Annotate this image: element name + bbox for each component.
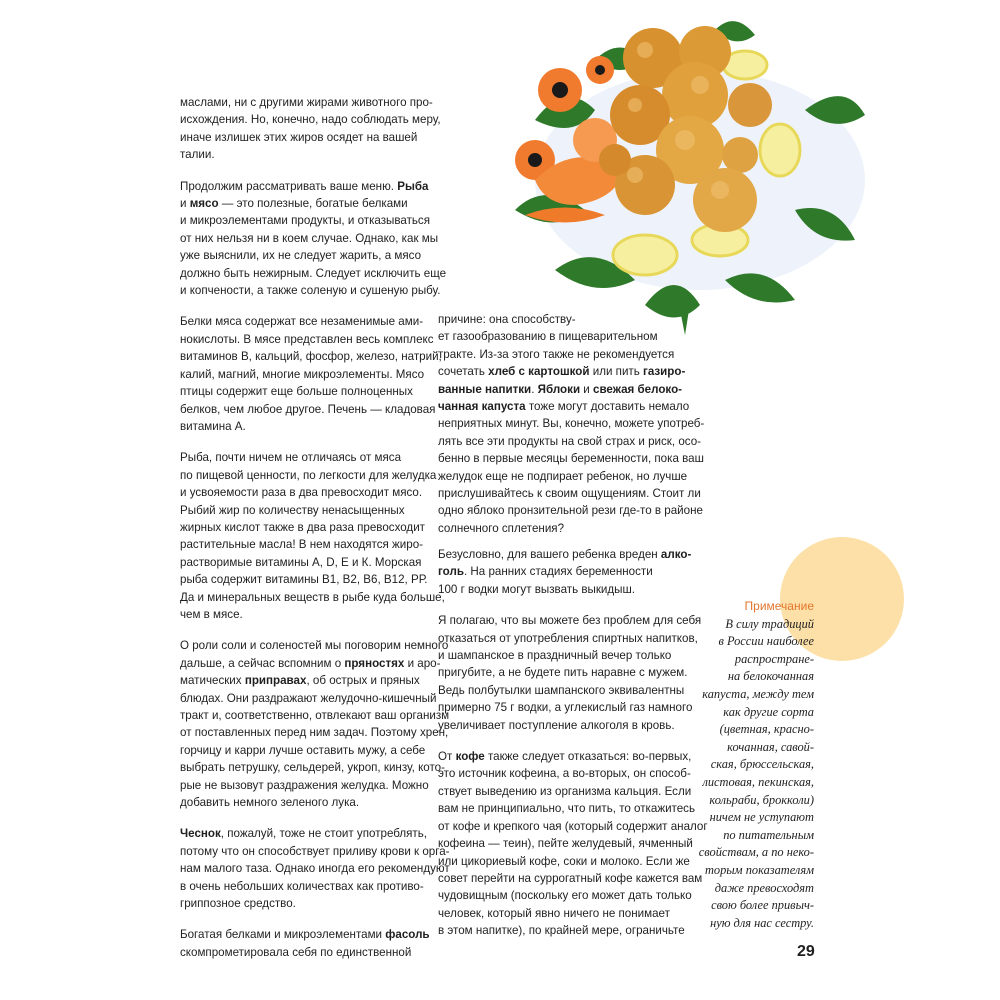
- sidebar-note: [690, 598, 814, 932]
- text-column-middle-bottom: [438, 546, 708, 954]
- paragraph: Чеснок, пожалуй, тоже не стоит употреблять, потому что он способствует приливу крови к орга- нам малого таза. Однако иногда его рекомендуют в очень небольших количествах как противо- гриппозное средство.: [180, 827, 450, 911]
- text-column-left: [180, 94, 450, 975]
- page-number: 29: [797, 943, 815, 960]
- paragraph: Рыба, почти ничем не отличаясь от мяса по пищевой ценности, по легкости для желудка и усвояемости раза в два превосходит мясо. Рыбий жир по количеству ненасыщенных жирных кислот также в два раза превосходит растительные масла! В нем находятся жиро- растворимые витамины А, D, E и К. Морская рыба содержит витамины В1, В2, В6, В12, РР. Да и минеральных веществ в рыбе куда больше, чем в мясе.: [180, 451, 445, 621]
- paragraph: причине: она способству- ет газообразованию в пищеварительном тракте. Из-за этого также не рекомендуется сочетать хлеб с картошкой или пить газиро- ванные напитки. Яблоки и свежая белоко- чанная капуста тоже могут доставить немало неприятных минут. Вы, конечно, можете употреб- лять все эти продукты на свой страх и риск, осо- бенно в первые месяцы беременности, пока ваш желудок еще не подпирает ребенок, но лучше прислушивайтесь к своим ощущениям. Стоит ли одно яблоко пронзительной рези где-то в районе солнечного сплетения?: [438, 313, 705, 535]
- paragraph: О роли соли и соленостей мы поговорим немного дальше, а сейчас вспомним о пряностях и аро- матических приправах, об острых и пряных блюдах. Они раздражают желудочно-кишечный тракт и, соответственно, отвлекают ваш организм от поставленных перед ним задач. Поэтому хрен, горчицу и карри лучше оставить мужу, а себе выбрать петрушку, сельдерей, укроп, кинзу, кото- рые не вызовут раздражения желудка. Можно добавить немного зеленого лука.: [180, 639, 450, 810]
- paragraph: Безусловно, для вашего ребенка вреден алко- голь. На ранних стадиях беременности 100 г водки могут вызвать выкидыш.: [438, 548, 692, 596]
- paragraph: Я полагаю, что вы можете без проблем для себя отказаться от употребления спиртных напитков, и шампанское в праздничный вечер только пригубите, а не будете пить наравне с мужем. Ведь полбутылки шампанского эквивалентны примерно 75 г водки, а углекислый газ намного увеличивает поступление алкоголя в кровь.: [438, 614, 702, 732]
- note-heading: Примечание: [744, 599, 814, 613]
- paragraph: Белки мяса содержат все незаменимые ами- нокислоты. В мясе представлен весь комплекс витаминов В, кальций, фосфор, железо, натрий, калий, магний, многие микроэлементы. Мясо птицы содержит еще больше полноценных белков, чем любое другое. Печень — кладовая витамина А.: [180, 315, 442, 433]
- food-photo: [495, 10, 875, 335]
- paragraph: Богатая белками и микроэлементами фасоль скомпрометировала себя по единственной: [180, 928, 430, 959]
- text-column-middle-top: [438, 311, 705, 551]
- paragraph: Продолжим рассматривать ваше меню. Рыба и мясо — это полезные, богатые белками и микроэлементами продукты, и отказываться от них нельзя ни в коем случае. Однако, как мы уже выяснили, их не следует жарить, а мясо должно быть нежирным. Следует исключить еще и копчености, а также соленую и сушеную рыбу.: [180, 179, 447, 298]
- paragraph: От кофе также следует отказаться: во-первых, это источник кофеина, а во-вторых, он способ- ствует выведению из организма кальция. Если вам не принципиально, что пить, то откажитесь от кофе и крепкого чая (который содержит аналог кофеина — теин), пейте желудевый, ячменный или цикориевый кофе, соки и молоко. Если же совет перейти на суррогатный кофе кажется вам чудовищным (поскольку его может дать только человек, который явно ничего не понимает в этом напитке), по крайней мере, ограничьте: [438, 750, 708, 938]
- paragraph: маслами, ни с другими жирами животного про- исхождения. Но, конечно, надо соблюдать меру, иначе излишек этих жиров осядет на вашей талии.: [180, 96, 441, 162]
- note-body: В силу традиций в России наиболее распростране- на белокочанная капуста, между тем как другие сорта (цветная, красно- кочанная, савой- ская, брюссельская, листовая, пекинская, кольраби, брокколи) ничем не уступают по питательным свойствам, а по неко- торым показателям даже превосходят свою более привыч- ную для нас сестру.: [698, 616, 814, 930]
